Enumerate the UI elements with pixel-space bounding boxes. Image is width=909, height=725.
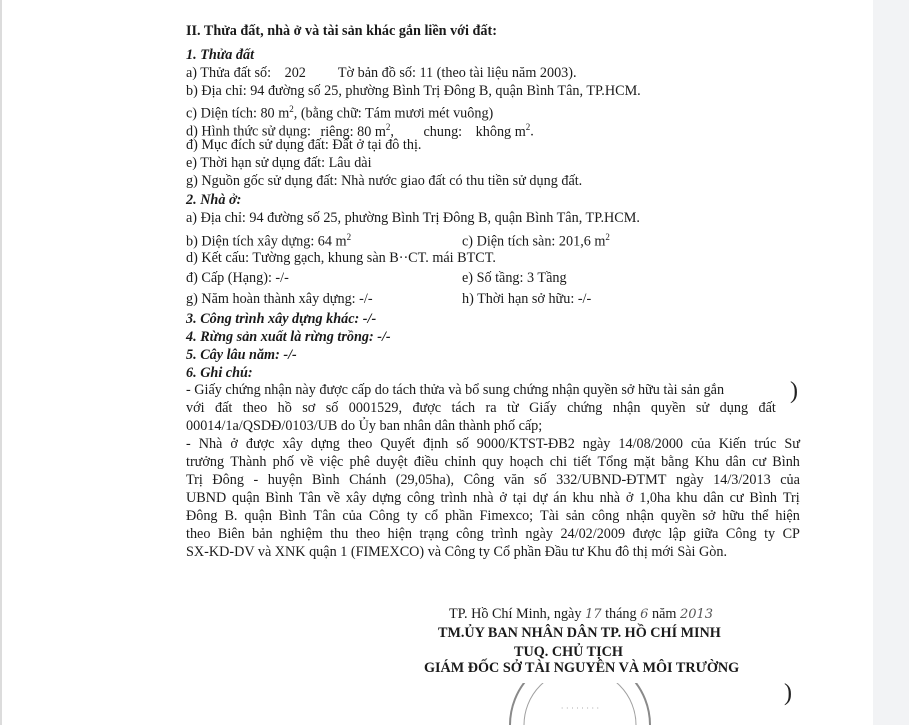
note-word: khu: [572, 490, 594, 506]
note-line-7: [186, 490, 800, 507]
house-heading: 2. Nhà ở:: [186, 192, 242, 208]
map-sheet: Tờ bản đồ số: 11 (theo tài liệu năm 2003).: [337, 65, 577, 81]
note-word: 1,0ha: [639, 490, 671, 506]
note-word: Trị: [782, 490, 800, 506]
note-word: Công: [369, 508, 400, 524]
note-word: trạng: [419, 526, 449, 542]
use-private: riêng: 80 m: [320, 123, 386, 140]
floor-area-value: c) Diện tích sàn: 201,6 m: [462, 233, 606, 250]
note-word: quy: [482, 454, 504, 470]
land-area-words: , (bằng chữ: Tám mươi mét vuông): [293, 105, 494, 122]
note-word: 0001529,: [348, 400, 402, 416]
forest: 4. Rừng sản xuất là rừng trồng: -/-: [186, 329, 391, 345]
note-word: Khu: [694, 454, 720, 470]
note-word: Tân: [298, 490, 321, 506]
note-word: 14/08/2000: [618, 436, 684, 452]
note-word: của: [691, 436, 711, 452]
note-word: về: [300, 454, 314, 470]
other-works: 3. Công trình xây dựng khác: -/-: [186, 311, 377, 327]
parcel-row: [186, 65, 577, 82]
note-word: khu: [676, 490, 698, 506]
note-line-8: [186, 508, 800, 525]
note-word: ngày: [525, 526, 553, 542]
note-word: hoạch: [509, 454, 544, 470]
note-word: trưởng: [186, 454, 225, 470]
date-day: 17: [584, 607, 602, 622]
note-word: của: [780, 472, 800, 488]
note-word: về: [326, 490, 341, 506]
date-month: 6: [640, 607, 649, 622]
note-word: 14/3/2013: [713, 472, 771, 488]
floor-area: c) Diện tích sàn: 201,6 $m^2$: [462, 232, 610, 250]
use-form-label: d) Hình thức sử dụng:: [186, 123, 311, 140]
note-word: Giấy: [529, 400, 557, 416]
note-word: Bình: [749, 490, 778, 506]
note-word: nhà: [599, 490, 621, 506]
note-word: hiện: [387, 526, 413, 542]
land-area-value: c) Diện tích: 80 m: [186, 105, 290, 122]
note-line-9: [186, 526, 800, 543]
note-word: quận: [232, 490, 260, 506]
note-word: thu: [330, 526, 349, 542]
note-word: từ: [507, 400, 519, 416]
note-word: trúc: [754, 436, 777, 452]
note-word: nhận: [612, 400, 641, 416]
build-area-value: b) Diện tích xây dựng: 64 m: [186, 233, 347, 250]
place-date: [449, 605, 713, 624]
section-title: II. Thửa đất, nhà ở và tài sản khác gắn liền với đất:: [186, 23, 497, 39]
note-word: sở: [702, 508, 716, 524]
perennial-trees: 5. Cây lâu năm: -/-: [186, 347, 297, 363]
note-word: Bình: [265, 490, 294, 506]
note-word: Tài: [540, 508, 559, 524]
note-word: quyền: [650, 400, 686, 416]
note-word: chi: [549, 454, 568, 470]
note-word: được: [245, 436, 275, 452]
place-date-label: TP. Hồ Chí Minh, ngày: [449, 606, 582, 622]
signer-title: GIÁM ĐỐC SỞ TÀI NGUYÊN VÀ MÔI TRƯỜNG: [424, 660, 740, 676]
note-word: theo: [347, 436, 373, 452]
note-word: 332/UBND-ĐTMT: [556, 472, 667, 488]
note-word: được: [632, 526, 662, 542]
note-word: tại: [512, 490, 527, 506]
note-word: (29,05ha),: [395, 472, 455, 488]
note-word: sơ: [302, 400, 316, 416]
right-margin-panel: [873, 0, 909, 725]
official-seal: [500, 683, 660, 725]
note-word: việc: [319, 454, 344, 470]
note-word: quận: [244, 508, 272, 524]
note-word: phần: [445, 508, 473, 524]
note-word: dự: [532, 490, 548, 506]
note-word: được: [412, 400, 442, 416]
note-word: Tân: [313, 508, 336, 524]
note-word: hồ: [277, 400, 292, 416]
note-word: dụng: [719, 400, 749, 416]
note-word: lập: [668, 526, 686, 542]
note-word: theo: [242, 400, 268, 416]
land-area: c) Diện tích: 80 $m^2$, (bằng chữ: Tám mươi mét vuông): [186, 104, 494, 122]
note-word: Tổng: [597, 454, 628, 470]
note-line-4: [186, 436, 800, 453]
note-word: phê: [349, 454, 370, 470]
note-word: điều: [413, 454, 439, 470]
note-word: quyền: [660, 508, 696, 524]
note-word: chỉnh: [444, 454, 476, 470]
note-word: duyệt: [376, 454, 408, 470]
house-completed: g) Năm hoàn thành xây dựng: -/-: [186, 291, 373, 307]
svg-text:· · · · · · · ·: · · · · · · · ·: [560, 704, 600, 713]
build-area: b) Diện tích xây dựng: 64 $m^2$: [186, 232, 352, 250]
note-word: xây: [345, 490, 367, 506]
note-word: của: [342, 508, 363, 524]
note-word: Nhà: [198, 436, 223, 452]
note-word: Công: [725, 526, 757, 542]
note-word: Chánh: [349, 472, 387, 488]
use-form-row: d) Hình thức sử dụng: riêng: 80 $m^2$, chung: không $m^2$.: [186, 122, 534, 140]
note-word: phố: [272, 454, 294, 470]
note-word: hữu: [722, 508, 745, 524]
note-word: UBND: [186, 490, 227, 506]
signer-authority: TM.ỦY BAN NHÂN DÂN TP. HỒ CHÍ MINH: [438, 625, 721, 641]
note-word: dân: [725, 454, 746, 470]
note-word: cư: [752, 454, 767, 470]
note-word: nghiệm: [280, 526, 323, 542]
note-word: nhà: [473, 490, 494, 506]
note-line-10: SX-KD-DV và XNK quận 1 (FIMEXCO) và Công ty Cổ phần Đầu tư Khu đô thị mới Sài Gòn.: [186, 544, 728, 560]
note-word: ra: [485, 400, 497, 416]
note-word: với: [186, 400, 205, 416]
note-word: hiện: [775, 508, 800, 524]
house-ownership-term: h) Thời hạn sở hữu: -/-: [462, 291, 592, 307]
note-word: ngày: [675, 472, 704, 488]
land-address: b) Địa chỉ: 94 đường số 25, phường Bình Trị Đông B, quận Bình Tân, TP.HCM.: [186, 83, 641, 99]
land-term: e) Thời hạn sử dụng đất: Lâu dài: [186, 155, 372, 171]
note-word: Công: [463, 472, 495, 488]
note-word: đất: [758, 400, 776, 416]
note-word: thể: [751, 508, 769, 524]
note-word: tiết: [573, 454, 592, 470]
note-word: ở: [625, 490, 634, 506]
note-word: sử: [696, 400, 710, 416]
note-word: án: [553, 490, 567, 506]
note-word: dân: [703, 490, 724, 506]
note-word: Thành: [230, 454, 267, 470]
parcel-label: a) Thửa đất số:: [186, 65, 272, 81]
notes-heading: 6. Ghi chú:: [186, 365, 253, 381]
note-word: huyện: [267, 472, 303, 488]
note-word: chứng: [567, 400, 603, 416]
note-word: ở: [230, 436, 238, 452]
note-word: B.: [224, 508, 238, 524]
note-word: đất: [214, 400, 233, 416]
month-label: tháng: [605, 606, 637, 622]
note-word: -: [186, 436, 191, 452]
house-structure: d) Kết cấu: Tường gạch, khung sàn B··CT. mái BTCT.: [186, 250, 496, 266]
land-origin: g) Nguồn gốc sử dụng đất: Nhà nước giao đất có thu tiền sử dụng đất.: [186, 173, 583, 189]
note-word: văn: [503, 472, 525, 488]
note-word: Trị: [186, 472, 203, 488]
margin-bracket-mark: ): [790, 378, 798, 404]
note-word: cư: [729, 490, 744, 506]
note-word: Quyết: [380, 436, 415, 452]
note-line-6: [186, 472, 800, 489]
note-line-5: [186, 454, 800, 471]
note-line-2: [186, 400, 776, 417]
note-word: 24/02/2009: [560, 526, 626, 542]
note-word: Fimexco;: [479, 508, 534, 524]
note-word: ty: [406, 508, 418, 524]
note-word: công: [456, 526, 484, 542]
house-address: a) Địa chỉ: 94 đường số 25, phường Bình Trị Đông B, quận Bình Tân, TP.HCM.: [186, 210, 640, 226]
note-word: ngày: [582, 436, 611, 452]
parcel-number: 202: [284, 65, 306, 81]
note-word: trình: [440, 490, 468, 506]
note-word: công: [407, 490, 435, 506]
note-word: Đông: [186, 508, 218, 524]
use-common-value: không m: [475, 123, 526, 140]
land-purpose: đ) Mục đích sử dụng đất: Đất ở tại đô thị.: [186, 137, 422, 153]
note-word: xây: [282, 436, 303, 452]
note-word: tách: [451, 400, 476, 416]
note-word: trình: [491, 526, 518, 542]
note-word: Sư: [784, 436, 800, 452]
note-word: Bình: [772, 454, 800, 470]
note-word: Bình: [311, 472, 340, 488]
note-word: Kiến: [718, 436, 747, 452]
note-word: bản: [252, 526, 273, 542]
note-word: nhận: [626, 508, 654, 524]
note-word: dựng: [372, 490, 402, 506]
note-word: ty: [764, 526, 776, 542]
note-word: ở: [499, 490, 507, 506]
note-word: bằng: [661, 454, 689, 470]
note-word: mặt: [633, 454, 655, 470]
note-word: số: [533, 472, 547, 488]
date-year: 2013: [679, 607, 714, 622]
note-word: Biên: [217, 526, 245, 542]
note-word: số: [325, 400, 339, 416]
use-common-label: chung:: [423, 123, 463, 140]
note-line-1: - Giấy chứng nhận này được cấp do tách thửa và bổ sung chứng nhận quyền sở hữu tài sản gắn: [186, 382, 725, 398]
note-word: CP: [782, 526, 800, 542]
house-floors: e) Số tầng: 3 Tầng: [462, 270, 567, 286]
note-word: theo: [186, 526, 211, 542]
note-word: sản: [565, 508, 585, 524]
note-word: định: [422, 436, 449, 452]
house-grade: đ) Cấp (Hạng): -/-: [186, 270, 289, 286]
note-word: cổ: [424, 508, 439, 524]
note-word: số: [456, 436, 469, 452]
note-word: Đông: [212, 472, 244, 488]
note-word: theo: [355, 526, 381, 542]
year-label: năm: [651, 606, 677, 622]
note-word: giữa: [693, 526, 719, 542]
margin-bracket-mark-2: ): [784, 680, 792, 706]
note-word: công: [591, 508, 620, 524]
note-word: -: [253, 472, 259, 488]
signer-proxy: TUQ. CHỦ TỊCH: [514, 644, 623, 660]
note-word: 9000/KTST-ĐB2: [476, 436, 575, 452]
note-word: dựng: [310, 436, 340, 452]
note-line-3: 00014/1a/QSDĐ/0103/UB do Ủy ban nhân dân thành phố cấp;: [186, 418, 543, 434]
note-word: Bình: [278, 508, 307, 524]
land-heading: 1. Thửa đất: [186, 47, 255, 63]
